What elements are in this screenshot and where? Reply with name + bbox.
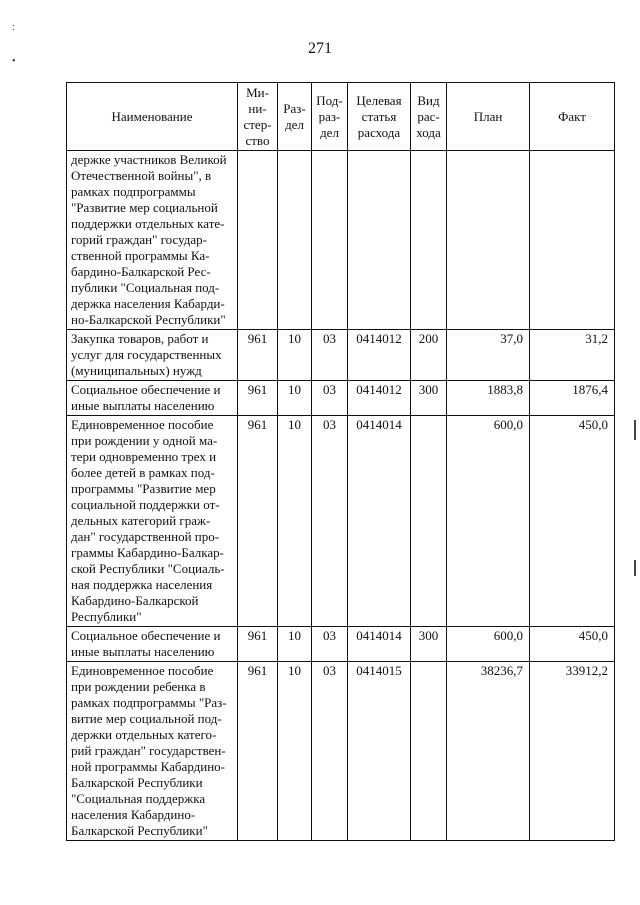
row-fact [530,151,615,330]
row-name: Социальное обеспечение и иные выплаты населению [67,627,238,662]
header-subsection: Под- раз- дел [312,83,348,151]
row-target [348,151,411,330]
header-expense-type: Вид рас- хода [411,83,447,151]
row-subsection: 03 [312,381,348,416]
scan-mark-top: : [12,22,15,33]
scan-mark-bullet: • [12,56,16,67]
header-plan: План [447,83,530,151]
table-row [67,662,615,841]
table-row [67,151,615,330]
row-section: 10 [278,416,312,627]
row-fact: 450,0 [530,627,615,662]
budget-table [66,82,615,841]
row-name: держке участников Великой Отечественной войны", в рамках подпрограммы "Развитие мер социальной поддержки отдельных кате- горий граждан" государ- ственной программы Ка- бардино-Балкарской Рес- публики "Социальная под- держка населения Кабарди- но-Балкарской Республики" [67,151,238,330]
scan-edge-mark [634,420,636,440]
row-plan: 1883,8 [447,381,530,416]
row-target: 0414012 [348,381,411,416]
row-expense-type: 200 [411,330,447,381]
header-fact: Факт [530,83,615,151]
row-target: 0414014 [348,627,411,662]
row-section: 10 [278,330,312,381]
scan-edge-mark [634,560,636,576]
row-section: 10 [278,381,312,416]
table-row [67,416,615,627]
row-subsection: 03 [312,627,348,662]
row-subsection: 03 [312,330,348,381]
row-ministry: 961 [238,662,278,841]
row-expense-type [411,416,447,627]
row-subsection: 03 [312,416,348,627]
table-row [67,330,615,381]
row-plan: 600,0 [447,416,530,627]
row-subsection [312,151,348,330]
row-name: Единовременное пособие при рождении у одной ма- тери одновременно трех и более детей в рамках под- программы "Развитие мер социальной поддержки от- дельных категорий граж- дан" государственной про- граммы Кабардино-Балкар- ской Республики "Социаль- ная поддержка населения Кабардино-Балкарской Республики" [67,416,238,627]
row-fact: 1876,4 [530,381,615,416]
row-plan [447,151,530,330]
table-row [67,627,615,662]
row-expense-type: 300 [411,627,447,662]
row-plan: 38236,7 [447,662,530,841]
header-section: Раз- дел [278,83,312,151]
row-name: Социальное обеспечение и иные выплаты населению [67,381,238,416]
table-header-row [67,83,615,151]
row-expense-type [411,151,447,330]
header-ministry: Ми- ни- стер- ство [238,83,278,151]
row-ministry: 961 [238,330,278,381]
row-expense-type [411,662,447,841]
row-ministry: 961 [238,627,278,662]
header-name: Наименование [67,83,238,151]
header-target: Целевая статья расхода [348,83,411,151]
row-plan: 37,0 [447,330,530,381]
row-section [278,151,312,330]
row-name: Закупка товаров, работ и услуг для государственных (муниципальных) нужд [67,330,238,381]
row-ministry: 961 [238,416,278,627]
row-plan: 600,0 [447,627,530,662]
row-fact: 450,0 [530,416,615,627]
row-section: 10 [278,627,312,662]
row-fact: 31,2 [530,330,615,381]
page-number: 271 [308,40,332,57]
row-expense-type: 300 [411,381,447,416]
table-row [67,381,615,416]
row-ministry [238,151,278,330]
row-target: 0414015 [348,662,411,841]
row-fact: 33912,2 [530,662,615,841]
row-ministry: 961 [238,381,278,416]
row-target: 0414014 [348,416,411,627]
row-subsection: 03 [312,662,348,841]
row-target: 0414012 [348,330,411,381]
row-section: 10 [278,662,312,841]
row-name: Единовременное пособие при рождении ребенка в рамках подпрограммы "Раз- витие мер социальной под- держки отдельных катего- рий граждан" государствен- ной программы Кабардино- Балкарской Республики "Социальная поддержка населения Кабардино- Балкарской Республики" [67,662,238,841]
